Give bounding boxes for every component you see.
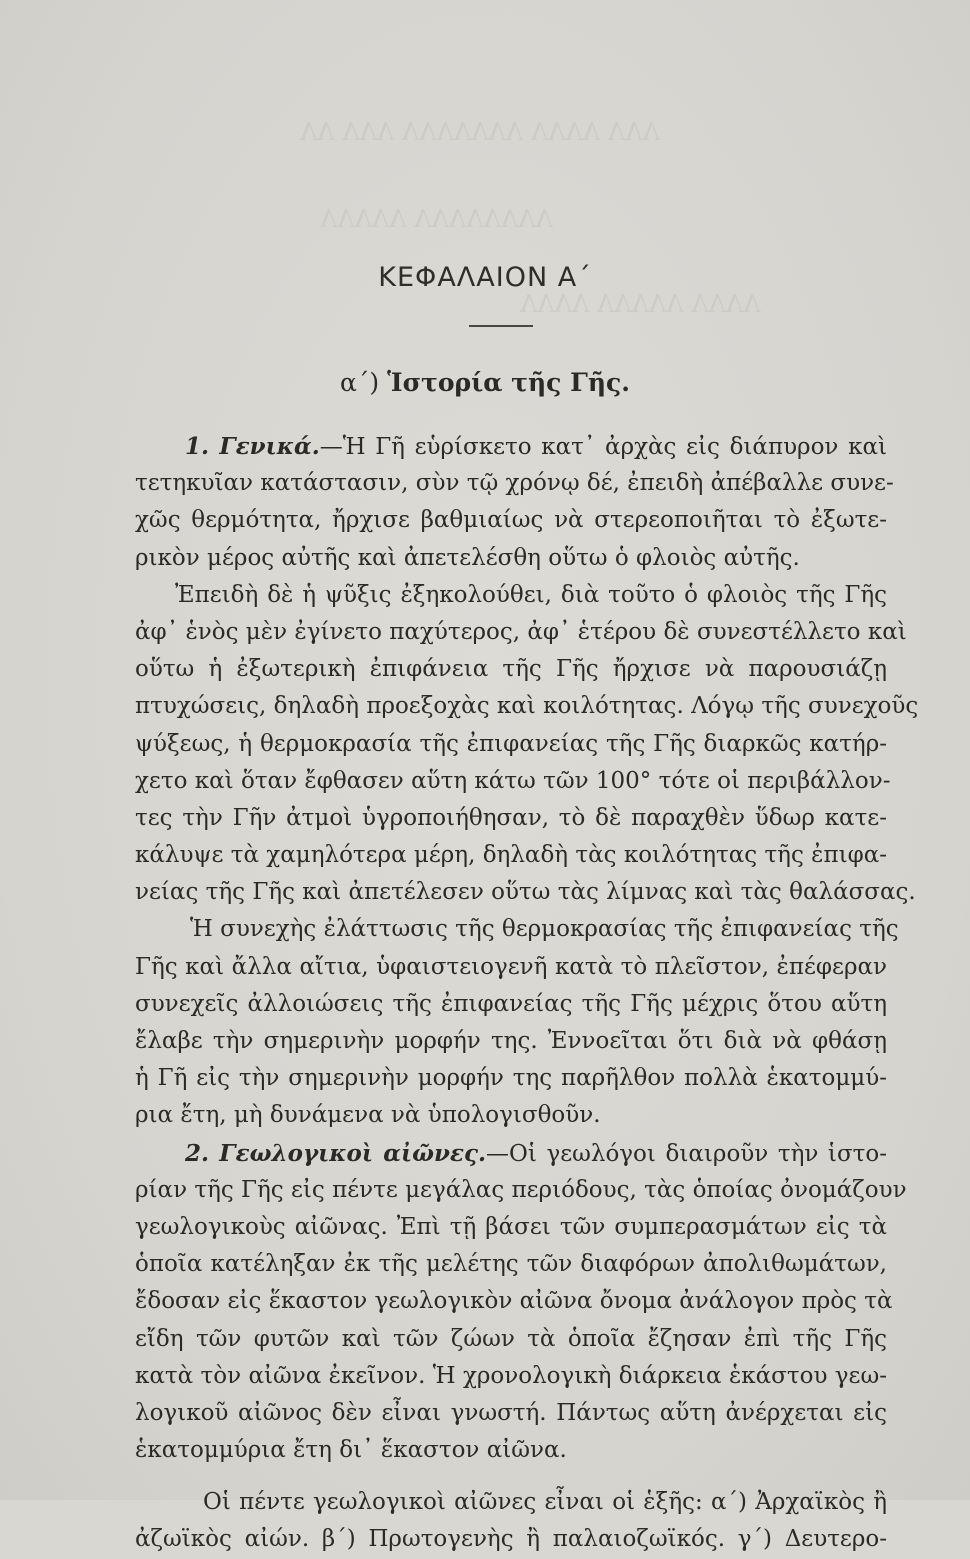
text-line: ρίαν τῆς Γῆς εἰς πέντε μεγάλας περιόδους, τὰς ὁποίας ὀνομάζουν (135, 1176, 907, 1203)
text-line: 2. Γεωλογικοὶ αἰῶνες.—Οἱ γεωλόγοι διαιροῦν τὴν ἱστο- (185, 1139, 887, 1167)
section-title: Ἱστορία τῆς Γῆς. (387, 368, 630, 397)
text-line: γεωλογικοὺς αἰῶνας. Ἐπὶ τῇ βάσει τῶν συμπερασμάτων εἰς τὰ (135, 1213, 887, 1240)
section-heading (0, 368, 970, 397)
text-line: ψύξεως, ἡ θερμοκρασία τῆς ἐπιφανείας τῆς Γῆς διαρκῶς κατήρ- (135, 730, 887, 757)
text-line: χῶς θερμότητα, ἤρχισε βαθμιαίως νὰ στερεοποιῆται τὸ ἐξωτε- (135, 507, 887, 534)
text-line: πτυχώσεις, δηλαδὴ προεξοχὰς καὶ κοιλότητας. Λόγῳ τῆς συνεχοῦς (135, 693, 919, 720)
text-line: συνεχεῖς ἀλλοιώσεις τῆς ἐπιφανείας τῆς Γῆς μέχρις ὅτου αὕτη (135, 990, 887, 1017)
show-through-text: ΛΛΛΛ ΛΛΛΛΛ ΛΛΛΛ (520, 290, 761, 318)
paragraph-lead: 1. Γενικά. (185, 433, 320, 460)
show-through-text: ΛΛΛ ΛΛΛΛ ΛΛΛΛΛΛΛ ΛΛΛ ΛΛ (300, 118, 660, 146)
text-line: τετηκυῖαν κατάστασιν, σὺν τῷ χρόνῳ δέ, ἐπειδὴ ἀπέβαλλε συνε- (135, 470, 894, 497)
text-line: Ἐπειδὴ δὲ ἡ ψῦξις ἐξηκολούθει, διὰ τοῦτο ὁ φλοιὸς τῆς Γῆς (175, 581, 887, 608)
text-line: ἔλαβε τὴν σημερινὴν μορφήν της. Ἐννοεῖται ὅτι διὰ νὰ φθάσῃ (135, 1028, 887, 1054)
text-line: λογικοῦ αἰῶνος δὲν εἶναι γνωστή. Πάντως αὕτη ἀνέρχεται εἰς (135, 1399, 887, 1426)
chapter-title: ΚΕΦΑΛΑΙΟΝ Α΄ (378, 262, 592, 293)
text-line: κάλυψε τὰ χαμηλότερα μέρη, δηλαδὴ τὰς κοιλότητας τῆς ἐπιφα- (135, 842, 888, 869)
text-line: Οἱ πέντε γεωλογικοὶ αἰῶνες εἶναι οἱ ἑξῆς: α΄) Ἀρχαϊκὸς ἢ (203, 1489, 887, 1516)
text-line: ρικὸν μέρος αὐτῆς καὶ ἀπετελέσθη οὕτω ὁ φλοιὸς αὐτῆς. (135, 544, 800, 571)
paragraph-gap (135, 1469, 887, 1484)
body-text (135, 428, 919, 1559)
text-line: τες τὴν Γῆν ἀτμοὶ ὑγροποιήθησαν, τὸ δὲ παραχθὲν ὕδωρ κατε- (135, 804, 887, 831)
text-line: ἀζωϊκὸς αἰών. β΄) Πρωτογενὴς ἢ παλαιοζωϊκός. γ΄) Δευτερο- (135, 1526, 887, 1553)
text-line: οὕτω ἡ ἐξωτερικὴ ἐπιφάνεια τῆς Γῆς ἤρχισε νὰ παρουσιάζῃ (135, 656, 887, 683)
text-line: νείας τῆς Γῆς καὶ ἀπετέλεσεν οὕτω τὰς λίμνας καὶ τὰς θαλάσσας. (135, 879, 916, 906)
paragraph-lead: 2. Γεωλογικοὶ αἰῶνες. (185, 1139, 486, 1167)
text-line: ἀφ᾿ ἑνὸς μὲν ἐγίνετο παχύτερος, ἀφ᾿ ἑτέρου δὲ συνεστέλλετο καὶ (135, 618, 907, 645)
text-line: ἔδοσαν εἰς ἕκαστον γεωλογικὸν αἰῶνα ὄνομα ἀνάλογον πρὸς τὰ (135, 1288, 893, 1315)
text-line: εἴδη τῶν φυτῶν καὶ τῶν ζώων τὰ ὁποῖα ἔζησαν ἐπὶ τῆς Γῆς (135, 1325, 887, 1352)
text-line: 1. Γενικά.—Ἡ Γῆ εὑρίσκετο κατ᾿ ἀρχὰς εἰς διάπυρον καὶ (185, 433, 887, 460)
title-divider (469, 325, 533, 327)
section-number: α΄) (340, 368, 380, 397)
text-line: χετο καὶ ὅταν ἔφθασεν αὕτη κάτω τῶν 100° τότε οἱ περιβάλλον- (135, 767, 891, 794)
show-through-text: ΛΛΛΛΛΛΛΛ ΛΛΛΛΛ (320, 205, 553, 233)
text-line: κατὰ τὸν αἰῶνα ἐκεῖνον. Ἡ χρονολογικὴ διάρκεια ἑκάστου γεω- (135, 1362, 887, 1389)
text-line: ρια ἔτη, μὴ δυνάμενα νὰ ὑπολογισθοῦν. (135, 1102, 601, 1129)
text-line: Ἡ συνεχὴς ἐλάττωσις τῆς θερμοκρασίας τῆς ἐπιφανείας τῆς (190, 916, 899, 943)
text-line: Γῆς καὶ ἄλλα αἴτια, ὑφαιστειογενῆ κατὰ τὸ πλεῖστον, ἐπέφεραν (135, 953, 887, 980)
text-line: ἡ Γῆ εἰς τὴν σημερινὴν μορφήν της παρῆλθον πολλὰ ἑκατομμύ- (135, 1065, 887, 1092)
text-line: ἑκατομμύρια ἔτη δι᾿ ἕκαστον αἰῶνα. (135, 1437, 567, 1464)
text-line: ὁποῖα κατέληξαν ἐκ τῆς μελέτης τῶν διαφόρων ἀπολιθωμάτων, (135, 1251, 887, 1278)
